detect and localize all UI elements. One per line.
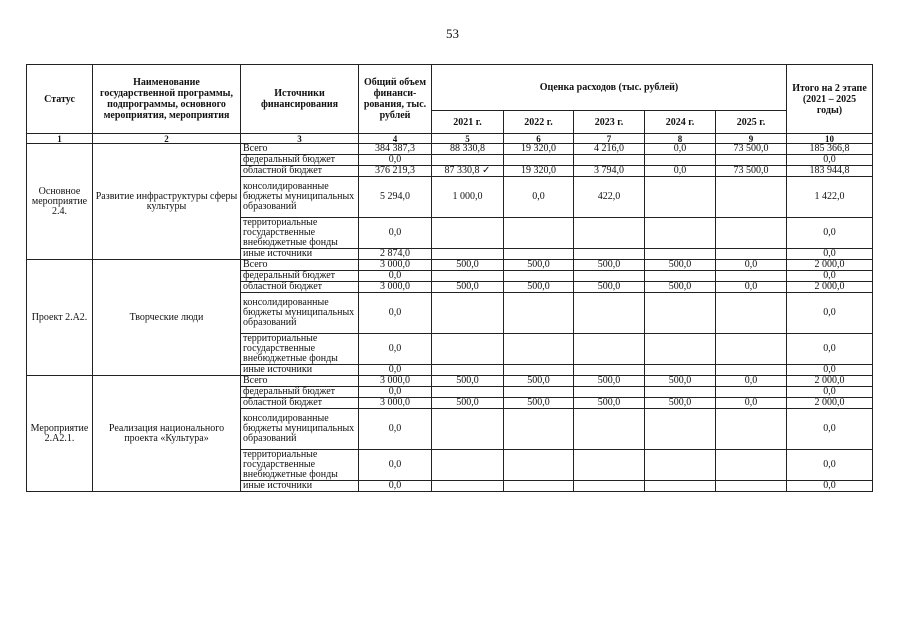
funding-source: территориальные государственные внебюджетные фонды bbox=[241, 334, 359, 365]
value-cell-total: 0,0 bbox=[359, 271, 432, 282]
value-cell-y2025 bbox=[716, 365, 787, 376]
value-cell-y2023 bbox=[574, 293, 645, 334]
value-cell-y2022 bbox=[504, 450, 574, 481]
value-cell-y2023: 4 216,0 bbox=[574, 144, 645, 155]
funding-source: территориальные государственные внебюджетные фонды bbox=[241, 218, 359, 249]
value-cell-y2023: 500,0 bbox=[574, 376, 645, 387]
funding-source: иные источники bbox=[241, 481, 359, 492]
funding-source: областной бюджет bbox=[241, 282, 359, 293]
value-cell-stage: 0,0 bbox=[787, 481, 873, 492]
table-row bbox=[27, 376, 873, 387]
value-cell-stage: 0,0 bbox=[787, 249, 873, 260]
value-cell-y2025 bbox=[716, 218, 787, 249]
value-cell-y2021 bbox=[432, 249, 504, 260]
value-cell-y2025 bbox=[716, 409, 787, 450]
value-cell-y2022: 500,0 bbox=[504, 282, 574, 293]
column-number: 7 bbox=[574, 134, 645, 144]
value-cell-y2022: 19 320,0 bbox=[504, 144, 574, 155]
funding-source: областной бюджет bbox=[241, 398, 359, 409]
value-cell-y2021 bbox=[432, 387, 504, 398]
value-cell-y2024 bbox=[645, 155, 716, 166]
value-cell-y2022: 0,0 bbox=[504, 177, 574, 218]
value-cell-y2024 bbox=[645, 177, 716, 218]
value-cell-total: 3 000,0 bbox=[359, 398, 432, 409]
value-cell-y2024: 500,0 bbox=[645, 282, 716, 293]
column-number: 9 bbox=[716, 134, 787, 144]
value-cell-total: 384 387,3 bbox=[359, 144, 432, 155]
value-cell-total: 3 000,0 bbox=[359, 282, 432, 293]
page-number: 53 bbox=[446, 26, 459, 41]
value-cell-stage: 0,0 bbox=[787, 155, 873, 166]
column-number: 2 bbox=[93, 134, 241, 144]
value-cell-y2023 bbox=[574, 409, 645, 450]
value-cell-y2021 bbox=[432, 271, 504, 282]
column-number: 8 bbox=[645, 134, 716, 144]
value-cell-y2024 bbox=[645, 271, 716, 282]
value-cell-y2022: 500,0 bbox=[504, 398, 574, 409]
value-cell-y2024: 500,0 bbox=[645, 376, 716, 387]
funding-source: консолидированные бюджеты муниципальных образований bbox=[241, 177, 359, 218]
value-cell-y2023: 500,0 bbox=[574, 282, 645, 293]
value-cell-y2021 bbox=[432, 334, 504, 365]
block-name: Реализация национального проекта «Культура» bbox=[93, 376, 241, 492]
value-cell-y2022 bbox=[504, 249, 574, 260]
funding-source: консолидированные бюджеты муниципальных образований bbox=[241, 293, 359, 334]
block-name: Творческие люди bbox=[93, 260, 241, 376]
value-cell-y2023 bbox=[574, 155, 645, 166]
value-cell-y2024 bbox=[645, 409, 716, 450]
column-number: 6 bbox=[504, 134, 574, 144]
value-cell-stage: 0,0 bbox=[787, 271, 873, 282]
value-cell-total: 0,0 bbox=[359, 334, 432, 365]
value-cell-total: 0,0 bbox=[359, 365, 432, 376]
header-sources: Источники финансирования bbox=[241, 65, 359, 134]
header-year-2024: 2024 г. bbox=[645, 111, 716, 134]
value-cell-y2024: 0,0 bbox=[645, 144, 716, 155]
header-stage-total: Итого на 2 этапе (2021 – 2025 годы) bbox=[787, 65, 873, 134]
value-cell-y2022: 500,0 bbox=[504, 260, 574, 271]
header-year-2023: 2023 г. bbox=[574, 111, 645, 134]
funding-source: иные источники bbox=[241, 249, 359, 260]
value-cell-y2024: 500,0 bbox=[645, 260, 716, 271]
value-cell-total: 0,0 bbox=[359, 293, 432, 334]
column-number: 5 bbox=[432, 134, 504, 144]
value-cell-total: 3 000,0 bbox=[359, 260, 432, 271]
value-cell-total: 0,0 bbox=[359, 409, 432, 450]
funding-source: федеральный бюджет bbox=[241, 271, 359, 282]
value-cell-y2024 bbox=[645, 218, 716, 249]
value-cell-y2022 bbox=[504, 218, 574, 249]
value-cell-stage: 2 000,0 bbox=[787, 282, 873, 293]
value-cell-y2024: 500,0 bbox=[645, 398, 716, 409]
value-cell-y2023: 422,0 bbox=[574, 177, 645, 218]
value-cell-total: 5 294,0 bbox=[359, 177, 432, 218]
value-cell-y2021 bbox=[432, 218, 504, 249]
value-cell-y2023: 500,0 bbox=[574, 260, 645, 271]
value-cell-stage: 0,0 bbox=[787, 293, 873, 334]
value-cell-y2022 bbox=[504, 293, 574, 334]
value-cell-y2021: 87 330,8 ✓ bbox=[432, 166, 504, 177]
column-number: 3 bbox=[241, 134, 359, 144]
value-cell-y2025: 0,0 bbox=[716, 282, 787, 293]
value-cell-y2023: 500,0 bbox=[574, 398, 645, 409]
value-cell-y2024 bbox=[645, 481, 716, 492]
value-cell-y2025: 0,0 bbox=[716, 398, 787, 409]
value-cell-y2023 bbox=[574, 249, 645, 260]
funding-source: консолидированные бюджеты муниципальных образований bbox=[241, 409, 359, 450]
header-estimate: Оценка расходов (тыс. рублей) bbox=[432, 65, 787, 111]
value-cell-stage: 183 944,8 bbox=[787, 166, 873, 177]
value-cell-stage: 0,0 bbox=[787, 365, 873, 376]
value-cell-stage: 0,0 bbox=[787, 409, 873, 450]
value-cell-y2021: 1 000,0 bbox=[432, 177, 504, 218]
table-body bbox=[27, 144, 873, 492]
value-cell-stage: 1 422,0 bbox=[787, 177, 873, 218]
value-cell-y2021: 88 330,8 bbox=[432, 144, 504, 155]
block-name: Развитие инфраструктуры сферы культуры bbox=[93, 144, 241, 260]
value-cell-total: 0,0 bbox=[359, 481, 432, 492]
value-cell-y2024: 0,0 bbox=[645, 166, 716, 177]
table-row bbox=[27, 260, 873, 271]
value-cell-y2021: 500,0 bbox=[432, 260, 504, 271]
value-cell-y2025 bbox=[716, 249, 787, 260]
header-year-2022: 2022 г. bbox=[504, 111, 574, 134]
value-cell-y2021 bbox=[432, 409, 504, 450]
value-cell-y2022 bbox=[504, 271, 574, 282]
value-cell-total: 376 219,3 bbox=[359, 166, 432, 177]
value-cell-y2021: 500,0 bbox=[432, 282, 504, 293]
value-cell-y2025 bbox=[716, 481, 787, 492]
value-cell-y2024 bbox=[645, 249, 716, 260]
value-cell-y2025 bbox=[716, 293, 787, 334]
value-cell-y2025 bbox=[716, 271, 787, 282]
value-cell-y2025: 0,0 bbox=[716, 260, 787, 271]
column-number: 10 bbox=[787, 134, 873, 144]
value-cell-y2021 bbox=[432, 481, 504, 492]
value-cell-y2021 bbox=[432, 293, 504, 334]
value-cell-total: 0,0 bbox=[359, 450, 432, 481]
value-cell-y2023 bbox=[574, 387, 645, 398]
value-cell-stage: 0,0 bbox=[787, 387, 873, 398]
value-cell-y2025 bbox=[716, 155, 787, 166]
funding-source: иные источники bbox=[241, 365, 359, 376]
value-cell-y2021 bbox=[432, 450, 504, 481]
value-cell-y2025: 73 500,0 bbox=[716, 144, 787, 155]
value-cell-y2023 bbox=[574, 450, 645, 481]
funding-source: Всего bbox=[241, 260, 359, 271]
funding-source: Всего bbox=[241, 144, 359, 155]
value-cell-y2023 bbox=[574, 334, 645, 365]
value-cell-total: 2 874,0 bbox=[359, 249, 432, 260]
value-cell-y2024 bbox=[645, 387, 716, 398]
value-cell-y2021 bbox=[432, 155, 504, 166]
budget-table bbox=[26, 64, 873, 492]
value-cell-y2023: 3 794,0 bbox=[574, 166, 645, 177]
value-cell-y2025: 73 500,0 bbox=[716, 166, 787, 177]
block-status: Мероприятие 2.А2.1. bbox=[27, 376, 93, 492]
value-cell-y2024 bbox=[645, 365, 716, 376]
block-status: Проект 2.А2. bbox=[27, 260, 93, 376]
value-cell-y2024 bbox=[645, 293, 716, 334]
value-cell-total: 0,0 bbox=[359, 155, 432, 166]
funding-source: областной бюджет bbox=[241, 166, 359, 177]
funding-source: Всего bbox=[241, 376, 359, 387]
value-cell-y2025 bbox=[716, 334, 787, 365]
value-cell-stage: 185 366,8 bbox=[787, 144, 873, 155]
header-total: Общий объем финанси-рования, тыс. рублей bbox=[359, 65, 432, 134]
value-cell-y2022: 500,0 bbox=[504, 376, 574, 387]
header-status: Статус bbox=[27, 65, 93, 134]
block-status: Основное мероприятие 2.4. bbox=[27, 144, 93, 260]
value-cell-stage: 2 000,0 bbox=[787, 260, 873, 271]
funding-source: федеральный бюджет bbox=[241, 387, 359, 398]
table-row bbox=[27, 144, 873, 155]
value-cell-y2023 bbox=[574, 271, 645, 282]
funding-source: федеральный бюджет bbox=[241, 155, 359, 166]
value-cell-y2022 bbox=[504, 387, 574, 398]
value-cell-y2024 bbox=[645, 450, 716, 481]
value-cell-y2024 bbox=[645, 334, 716, 365]
value-cell-y2022 bbox=[504, 409, 574, 450]
value-cell-stage: 0,0 bbox=[787, 450, 873, 481]
value-cell-y2023 bbox=[574, 481, 645, 492]
column-number: 1 bbox=[27, 134, 93, 144]
value-cell-y2021: 500,0 bbox=[432, 398, 504, 409]
column-number: 4 bbox=[359, 134, 432, 144]
value-cell-total: 0,0 bbox=[359, 387, 432, 398]
value-cell-y2021 bbox=[432, 365, 504, 376]
value-cell-total: 0,0 bbox=[359, 218, 432, 249]
value-cell-y2025 bbox=[716, 177, 787, 218]
value-cell-stage: 0,0 bbox=[787, 334, 873, 365]
header-year-2021: 2021 г. bbox=[432, 111, 504, 134]
value-cell-y2022 bbox=[504, 155, 574, 166]
value-cell-y2022 bbox=[504, 481, 574, 492]
funding-source: территориальные государственные внебюджетные фонды bbox=[241, 450, 359, 481]
value-cell-y2022 bbox=[504, 334, 574, 365]
value-cell-y2022 bbox=[504, 365, 574, 376]
value-cell-stage: 2 000,0 bbox=[787, 398, 873, 409]
value-cell-y2023 bbox=[574, 218, 645, 249]
value-cell-y2025 bbox=[716, 450, 787, 481]
value-cell-y2023 bbox=[574, 365, 645, 376]
value-cell-y2025: 0,0 bbox=[716, 376, 787, 387]
header-year-2025: 2025 г. bbox=[716, 111, 787, 134]
value-cell-stage: 2 000,0 bbox=[787, 376, 873, 387]
header-name: Наименование государственной программы, подпрограммы, основного мероприятия, мероприятия bbox=[93, 65, 241, 134]
value-cell-total: 3 000,0 bbox=[359, 376, 432, 387]
value-cell-y2021: 500,0 bbox=[432, 376, 504, 387]
column-number-row bbox=[27, 134, 873, 144]
value-cell-y2025 bbox=[716, 387, 787, 398]
value-cell-stage: 0,0 bbox=[787, 218, 873, 249]
value-cell-y2022: 19 320,0 bbox=[504, 166, 574, 177]
